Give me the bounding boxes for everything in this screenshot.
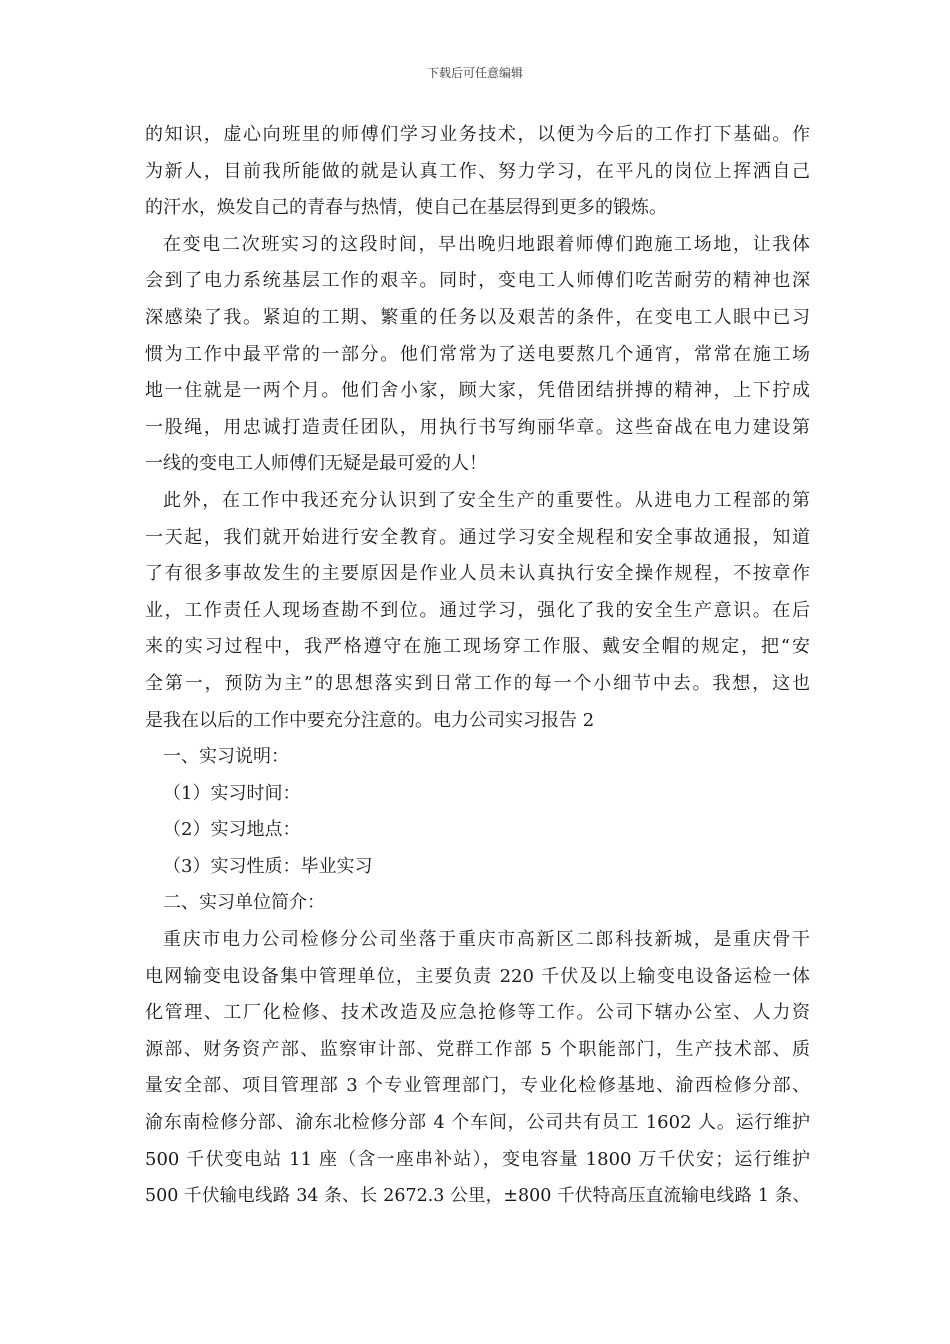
text-line: （1）实习时间： [163, 782, 301, 804]
text-line: 的知识，虚心向班里的师傅们学习业务技术，以便为今后的工作打下基础。作 [145, 124, 810, 145]
text-line: 是我在以后的工作中要充分注意的。电力公司实习报告 2 [145, 709, 595, 731]
text-line: 重庆市电力公司检修分公司坐落于重庆市高新区二郎科技新城，是重庆骨干 [163, 929, 810, 951]
text-line: 为新人，目前我所能做的就是认真工作、努力学习，在平凡的岗位上挥洒自己 [145, 160, 810, 182]
text-line: （3）实习性质：毕业实习 [163, 855, 373, 877]
text-line: 电网输变电设备集中管理单位，主要负责 220 千伏及以上输变电设备运检一体 [145, 965, 810, 987]
text-line: 地一住就是一两个月。他们舍小家，顾大家，凭借团结拼搏的精神，上下拧成 [145, 380, 810, 402]
text-line: 源部、财务资产部、监察审计部、党群工作部 5 个职能部门，生产技术部、质 [145, 1038, 810, 1060]
text-line: 在变电二次班实习的这段时间，早出晚归地跟着师傅们跑施工场地，让我体 [163, 233, 810, 255]
text-line: 一、实习说明： [163, 746, 289, 768]
text-line: 了有很多事故发生的主要原因是作业人员未认真执行安全操作规程，不按章作 [145, 563, 810, 585]
text-line: （2）实习地点： [163, 819, 301, 841]
text-line: 惯为工作中最平常的一部分。他们常常为了送电要熬几个通宵，常常在施工场 [145, 343, 810, 365]
text-line: 量安全部、项目管理部 3 个专业管理部门，专业化检修基地、渝西检修分部、 [145, 1075, 810, 1097]
text-line: 一线的变电工人师傅们无疑是最可爱的人！ [145, 453, 487, 475]
document-body [145, 117, 810, 1215]
text-line: 二、实习单位简介： [163, 892, 325, 914]
text-line: 的汗水，焕发自己的青春与热情，使自己在基层得到更多的锻炼。 [145, 197, 667, 219]
text-line: 一天起，我们就开始进行安全教育。通过学习安全规程和安全事故通报，知道 [145, 526, 810, 548]
text-line: 一股绳，用忠诚打造责任团队，用执行书写绚丽华章。这些奋战在电力建设第 [145, 416, 810, 438]
text-line: 来的实习过程中，我严格遵守在施工现场穿工作服、戴安全帽的规定，把“安 [145, 636, 810, 658]
text-line: 500 千伏变电站 11 座（含一座串补站），变电容量 1800 万千伏安；运行维护 [145, 1148, 810, 1170]
page-header: 下载后可任意编辑 [426, 66, 523, 80]
text-line: 深感染了我。紧迫的工期、繁重的任务以及艰苦的条件，在变电工人眼中已习 [145, 306, 810, 328]
text-line: 此外，在工作中我还充分认识到了安全生产的重要性。从进电力工程部的第 [163, 489, 810, 511]
text-line: 500 千伏输电线路 34 条、长 2672.3 公里，±800 千伏特高压直流输电线路 1 条、 [145, 1186, 810, 1207]
text-line: 渝东南检修分部、渝东北检修分部 4 个车间，公司共有员工 1602 人。运行维护 [145, 1112, 810, 1134]
text-line: 业，工作责任人现场查勘不到位。通过学习，强化了我的安全生产意识。在后 [145, 599, 810, 621]
text-line: 会到了电力系统基层工作的艰辛。同时，变电工人师傅们吃苦耐劳的精神也深 [145, 270, 810, 292]
text-line: 化管理、工厂化检修、技术改造及应急抢修等工作。公司下辖办公室、人力资 [145, 1002, 810, 1024]
text-line: 全第一，预防为主”的思想落实到日常工作的每一个小细节中去。我想，这也 [145, 672, 810, 694]
